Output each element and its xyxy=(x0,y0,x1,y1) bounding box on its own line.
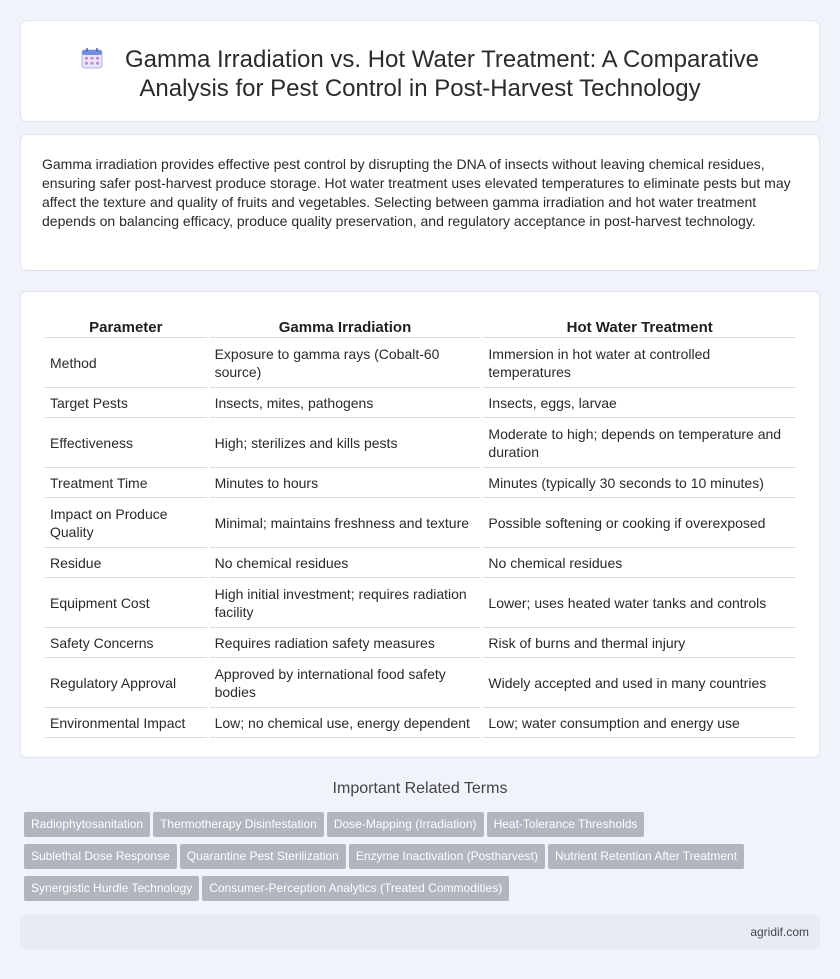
related-term-tag[interactable]: Thermotherapy Disinfestation xyxy=(153,812,324,837)
cell-parameter: Equipment Cost xyxy=(45,578,207,628)
table-row xyxy=(45,628,796,658)
cell-gamma: Approved by international food safety bodies xyxy=(210,658,481,708)
cell-parameter: Effectiveness xyxy=(45,418,207,468)
related-term-tag[interactable]: Synergistic Hurdle Technology xyxy=(24,876,199,901)
cell-gamma: Minimal; maintains freshness and texture xyxy=(210,498,481,548)
header-hot-water-treatment: Hot Water Treatment xyxy=(483,316,796,338)
cell-gamma: Requires radiation safety measures xyxy=(210,628,481,658)
cell-gamma: Insects, mites, pathogens xyxy=(210,388,481,418)
table-row xyxy=(45,418,796,468)
cell-hot-water: Widely accepted and used in many countries xyxy=(483,658,796,708)
related-term-tag[interactable]: Sublethal Dose Response xyxy=(24,844,177,869)
cell-parameter: Treatment Time xyxy=(45,468,207,498)
cell-parameter: Residue xyxy=(45,548,207,578)
table-row xyxy=(45,708,796,738)
related-term-tag[interactable]: Dose-Mapping (Irradiation) xyxy=(327,812,484,837)
cell-parameter: Target Pests xyxy=(45,388,207,418)
related-term-tag[interactable]: Nutrient Retention After Treatment xyxy=(548,844,744,869)
related-terms-heading: Important Related Terms xyxy=(332,780,508,797)
cell-parameter: Regulatory Approval xyxy=(45,658,207,708)
table-row xyxy=(45,388,796,418)
table-header-row xyxy=(45,316,796,338)
cell-gamma: No chemical residues xyxy=(210,548,481,578)
comparison-table xyxy=(42,316,799,738)
cell-parameter: Impact on Produce Quality xyxy=(45,498,207,548)
title-line-1: Gamma Irradiation vs. Hot Water Treatment: A Comparative xyxy=(124,46,759,73)
related-term-tag[interactable]: Enzyme Inactivation (Postharvest) xyxy=(349,844,545,869)
cell-parameter: Method xyxy=(45,338,207,388)
table-row xyxy=(45,338,796,388)
summary-text: Gamma irradiation provides effective pest control by disrupting the DNA of insects without leaving chemical residues, ensuring safer post-harvest produce storage. Hot water treatment uses elevated temperatures to eliminate pests but may affect the texture and quality of fruits and vegetables. Selecting between gamma irradiation and hot water treatment depends on balancing efficacy, produce quality preservation, and regulatory acceptance in post-harvest technology. xyxy=(42,156,791,229)
cell-hot-water: Lower; uses heated water tanks and controls xyxy=(483,578,796,628)
cell-gamma: High initial investment; requires radiation facility xyxy=(210,578,481,628)
footer-site-link[interactable]: agridif.com xyxy=(750,925,809,939)
header-parameter: Parameter xyxy=(45,316,207,338)
table-row xyxy=(45,658,796,708)
table-row xyxy=(45,548,796,578)
cell-hot-water: Minutes (typically 30 seconds to 10 minutes) xyxy=(483,468,796,498)
page-title xyxy=(21,45,819,103)
cell-parameter: Environmental Impact xyxy=(45,708,207,738)
cell-hot-water: Immersion in hot water at controlled temperatures xyxy=(483,338,796,388)
cell-gamma: Minutes to hours xyxy=(210,468,481,498)
comparison-table-card xyxy=(20,291,820,758)
cell-gamma: Exposure to gamma rays (Cobalt-60 source) xyxy=(210,338,481,388)
related-terms-list xyxy=(24,812,804,908)
table-row xyxy=(45,578,796,628)
related-term-tag[interactable]: Heat-Tolerance Thresholds xyxy=(487,812,645,837)
cell-hot-water: No chemical residues xyxy=(483,548,796,578)
header-gamma-irradiation: Gamma Irradiation xyxy=(210,316,481,338)
cell-gamma: Low; no chemical use, energy dependent xyxy=(210,708,481,738)
summary-card xyxy=(20,134,820,271)
cell-gamma: High; sterilizes and kills pests xyxy=(210,418,481,468)
cell-parameter: Safety Concerns xyxy=(45,628,207,658)
calendar-icon xyxy=(81,47,103,69)
cell-hot-water: Moderate to high; depends on temperature and duration xyxy=(483,418,796,468)
cell-hot-water: Possible softening or cooking if overexposed xyxy=(483,498,796,548)
related-term-tag[interactable]: Consumer-Perception Analytics (Treated Commodities) xyxy=(202,876,509,901)
title-card xyxy=(20,20,820,122)
cell-hot-water: Insects, eggs, larvae xyxy=(483,388,796,418)
footer xyxy=(20,915,820,949)
related-term-tag[interactable]: Radiophytosanitation xyxy=(24,812,150,837)
table-row xyxy=(45,468,796,498)
title-line-2: Analysis for Pest Control in Post-Harvest Technology xyxy=(139,75,701,102)
cell-hot-water: Low; water consumption and energy use xyxy=(483,708,796,738)
table-row xyxy=(45,498,796,548)
related-term-tag[interactable]: Quarantine Pest Sterilization xyxy=(180,844,346,869)
cell-hot-water: Risk of burns and thermal injury xyxy=(483,628,796,658)
